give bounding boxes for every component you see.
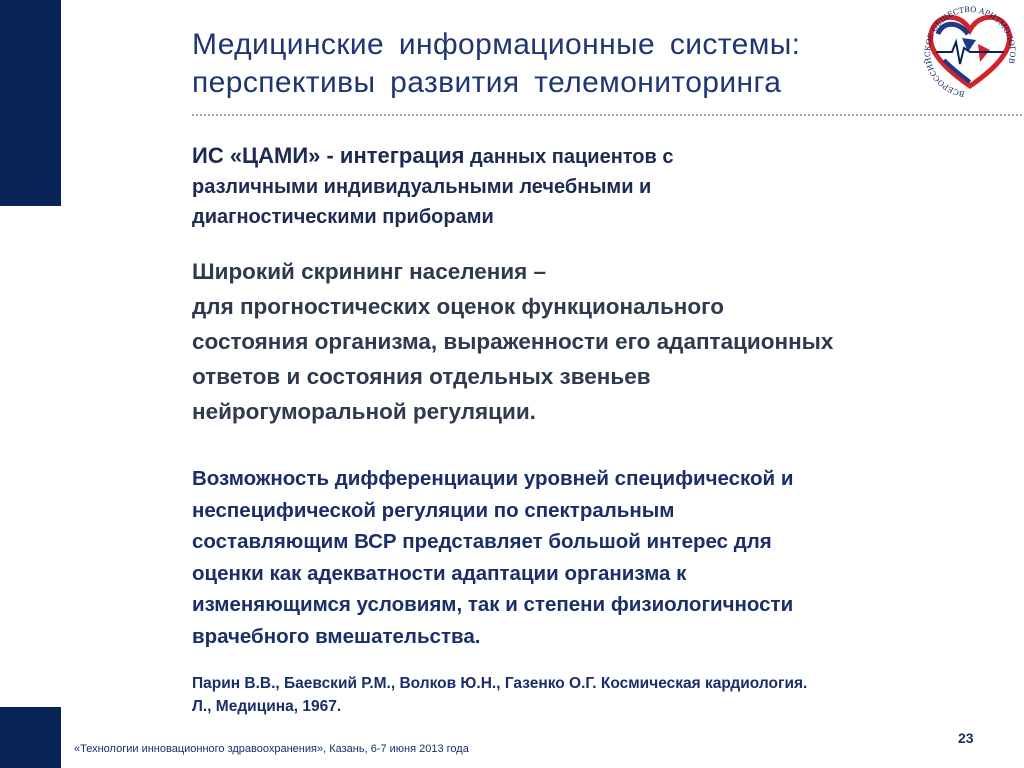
differentiation-paragraph bbox=[192, 463, 992, 652]
screening-line: Широкий скрининг населения – bbox=[192, 259, 547, 284]
diff-line: составляющим ВСР представляет большой интерес для bbox=[192, 530, 772, 553]
slide-title bbox=[192, 26, 932, 102]
ics-line-1-rest: данных пациентов с bbox=[464, 146, 674, 168]
literature-reference bbox=[192, 672, 1012, 718]
diff-line: изменяющимся условиям, так и степени физиологичности bbox=[192, 593, 794, 616]
diff-line: Возможность дифференциации уровней специфической и bbox=[192, 467, 794, 490]
page-number: 23 bbox=[958, 730, 974, 746]
footer-conference: «Технологии инновационного здравоохранения», Казань, 6-7 июня 2013 года bbox=[74, 743, 469, 755]
ics-integration-text bbox=[192, 141, 832, 232]
diff-line: оценки как адекватности адаптации организма к bbox=[192, 561, 687, 585]
ics-line-3: диагностическими приборами bbox=[192, 206, 494, 228]
logo-ring-text: ВСЕРОССИЙСКОЕ ОБЩЕСТВО АРИТМОЛОГОВ bbox=[922, 4, 1018, 99]
title-line-1: Медицинские информационные системы: bbox=[192, 28, 801, 61]
ics-lead: ИС «ЦАМИ» - интеграция bbox=[192, 143, 465, 168]
screening-line: для прогностических оценок функционального bbox=[192, 294, 724, 319]
screening-line: состояния организма, выраженности его адаптационных bbox=[192, 329, 834, 354]
heart-logo bbox=[918, 4, 1022, 100]
ics-line-2: различными индивидуальными лечебными и bbox=[192, 176, 652, 198]
screening-paragraph bbox=[192, 254, 1012, 429]
reference-line: Л., Медицина, 1967. bbox=[192, 698, 342, 715]
sidebar-accent-top bbox=[0, 0, 61, 206]
diff-line: неспецифической регуляции по спектральным bbox=[192, 498, 675, 522]
title-divider bbox=[192, 114, 1022, 116]
screening-line: нейрогуморальной регуляции. bbox=[192, 399, 536, 424]
diff-line: врачебного вмешательства. bbox=[192, 624, 481, 648]
screening-line: ответов и состояния отдельных звеньев bbox=[192, 364, 651, 389]
sidebar-accent-bottom bbox=[0, 707, 61, 768]
title-line-2: перспективы развития телемониторинга bbox=[192, 66, 782, 99]
reference-line: Парин В.В., Баевский Р.М., Волков Ю.Н., Газенко О.Г. Космическая кардиология. bbox=[192, 675, 808, 692]
heart-logo-icon bbox=[918, 4, 1022, 100]
